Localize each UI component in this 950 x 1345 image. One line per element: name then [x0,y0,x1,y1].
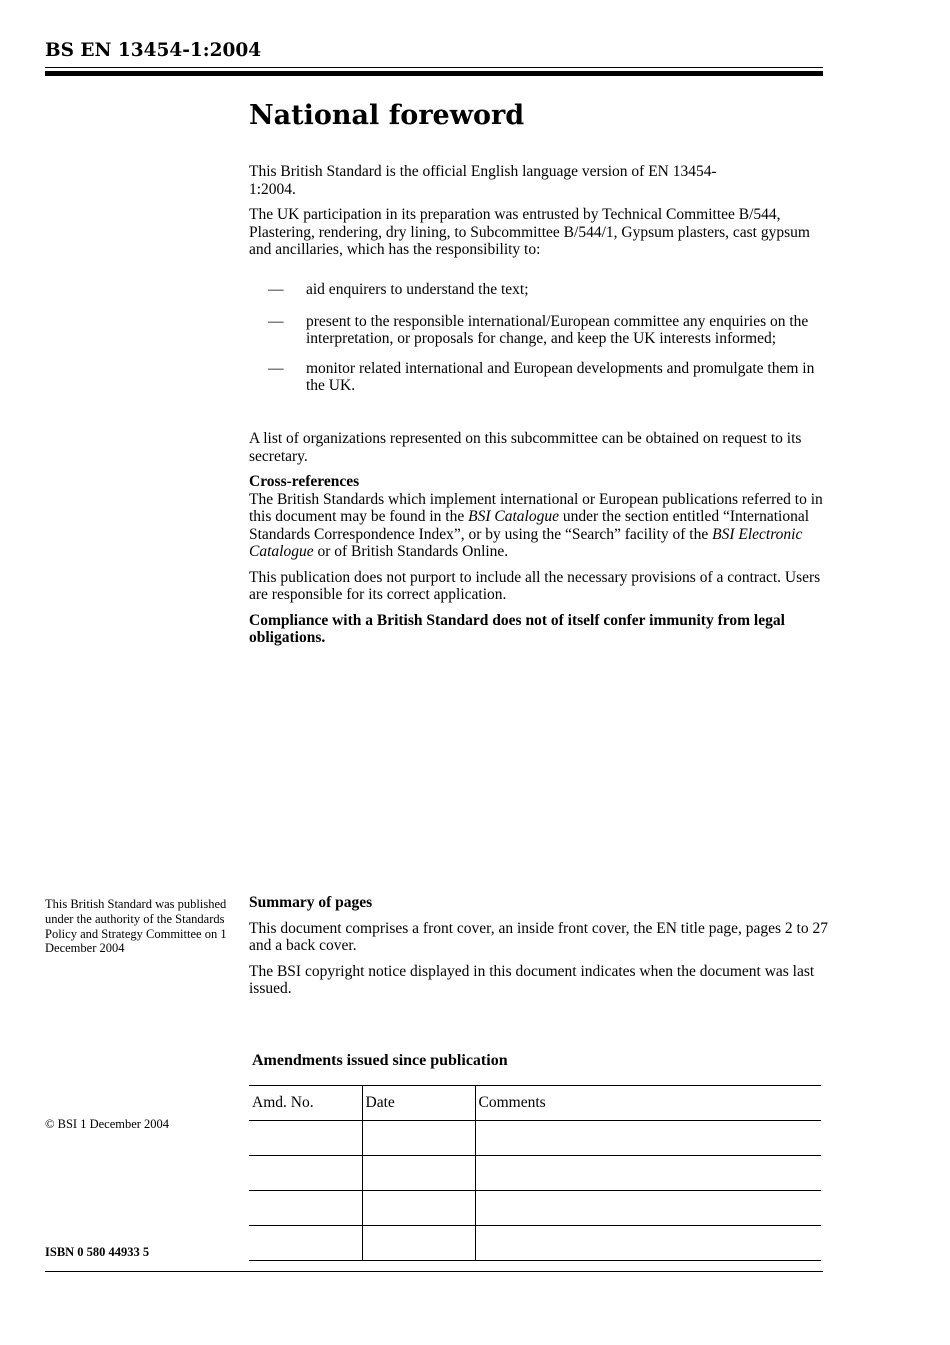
summary-paragraph-2: The BSI copyright notice displayed in this document indicates when the document was last issued. [249,962,815,997]
document-id: BS EN 13454-1:2004 [45,40,262,61]
intro-section [249,163,829,259]
table-cell [475,1226,821,1261]
list-item-text: aid enquirers to understand the text; [306,281,529,298]
header-thin-rule [45,67,823,68]
list-item [268,313,828,348]
compliance-statement: Compliance with a British Standard does not of itself confer immunity from legal obligations. [249,611,785,646]
bsi-catalogue-ref: BSI Catalogue [468,508,559,525]
intro-paragraph-1: This British Standard is the official English language version of EN 13454-1:2004. [249,163,717,198]
list-item [268,281,828,299]
table-row [249,1226,821,1261]
amendments-table [249,1085,821,1261]
list-dash: — [268,312,284,330]
summary-paragraph-1: This document comprises a front cover, an inside front cover, the EN title page, pages 2 to 27 and a back cover. [249,919,828,954]
summary-section [249,894,829,998]
cross-references-paragraph [249,491,829,561]
list-item [268,360,828,395]
intro-paragraph-2: The UK participation in its preparation was entrusted by Technical Committee B/544, Plastering, rendering, dry lining, to Subcommittee B/544/1, Gypsum plasters, cast gypsum and ancillaries, which has the responsibility to: [249,206,810,258]
page-title: National foreword [249,100,525,131]
organizations-paragraph: A list of organizations represented on this subcommittee can be obtained on request to its secretary. [249,430,802,465]
publication-note: This British Standard was published under the authority of the Standards Policy and Strategy Committee on 1 December 2004 [45,897,227,956]
copyright-notice: © BSI 1 December 2004 [45,1117,170,1131]
table-cell [475,1191,821,1226]
cross-ref-text-3: or of British Standards Online. [313,543,509,560]
summary-heading: Summary of pages [249,894,373,911]
table-cell [249,1191,362,1226]
main-text-section [249,430,829,647]
list-item-text: present to the responsible international/European committee any enquiries on the interpretation, or proposals for change, and keep the UK interests informed; [306,312,809,347]
list-item-text: monitor related international and European developments and promulgate them in the UK. [306,359,815,394]
table-header-row [249,1086,821,1121]
cross-ref-text-2: under the section entitled “International Standards Correspondence Index”, or by using the “Search” facility of the [249,508,810,543]
header-thick-rule [45,71,823,76]
table-cell [362,1226,475,1261]
bsi-electronic-catalogue-ref: BSI Electronic Catalogue [249,525,803,560]
table-cell [249,1156,362,1191]
table-row [249,1191,821,1226]
responsibility-list [268,281,828,395]
table-row [249,1121,821,1156]
table-cell [362,1121,475,1156]
list-dash: — [268,281,284,298]
contract-paragraph: This publication does not purport to include all the necessary provisions of a contract. Users are responsible for its correct application. [249,568,821,603]
footer-rule [45,1271,823,1272]
table-cell [475,1121,821,1156]
table-cell [362,1191,475,1226]
column-header-comments: Comments [475,1086,821,1121]
table-cell [362,1156,475,1191]
table-cell [249,1226,362,1261]
list-dash: — [268,359,284,377]
cross-ref-text-1: The British Standards which implement international or European publications referred to in this document may be found in the [249,490,823,525]
column-header-date: Date [362,1086,475,1121]
table-cell [475,1156,821,1191]
table-cell [249,1121,362,1156]
cross-references-heading: Cross-references [249,473,360,490]
amendments-heading: Amendments issued since publication [252,1052,508,1069]
column-header-amd-no: Amd. No. [249,1086,362,1121]
table-row [249,1156,821,1191]
isbn-number: ISBN 0 580 44933 5 [45,1245,150,1259]
